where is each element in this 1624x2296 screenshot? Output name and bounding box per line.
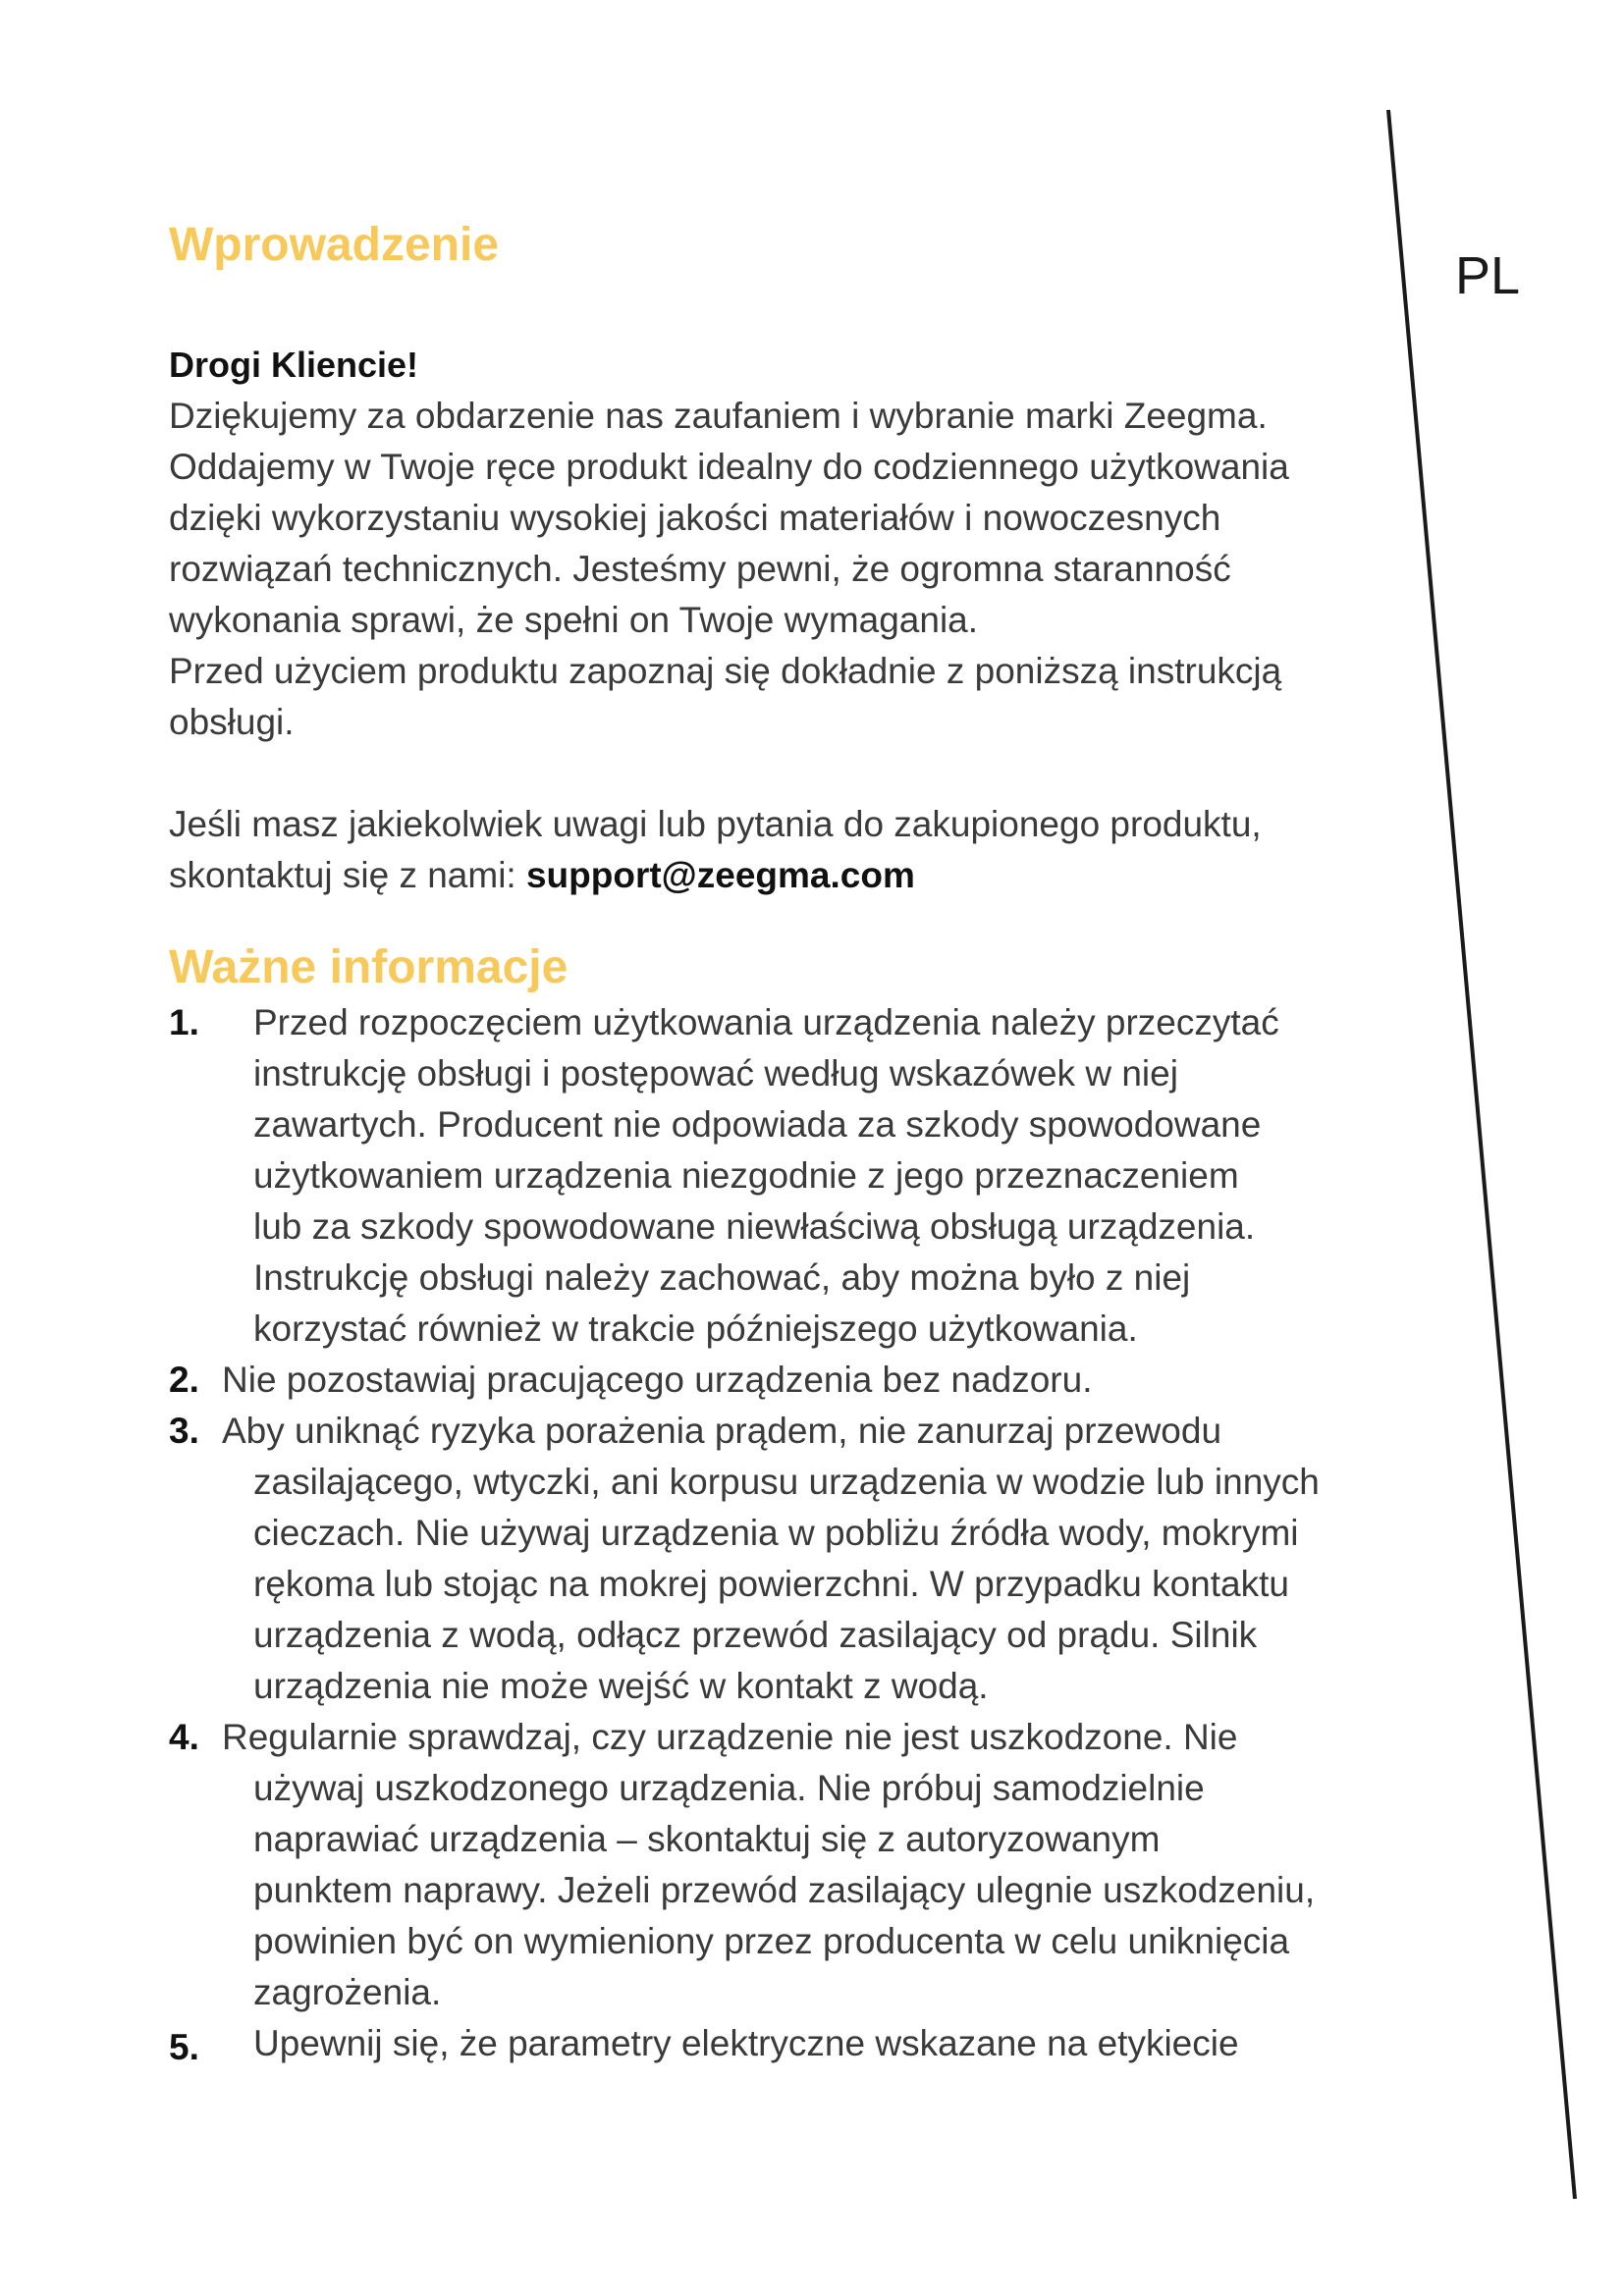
important-info-heading: Ważne informacje: [169, 941, 568, 993]
item-text: rękoma lub stojąc na mokrej powierzchni. W przypadku kontaktu: [253, 1564, 1289, 1604]
intro-line: dzięki wykorzystaniu wysokiej jakości materiałów i nowoczesnych: [169, 498, 1221, 538]
contact-line: Jeśli masz jakiekolwiek uwagi lub pytania do zakupionego produktu,: [169, 804, 1262, 844]
item-number: 2.: [169, 1360, 199, 1400]
intro-line: Oddajemy w Twoje ręce produkt idealny do codziennego użytkowania: [169, 447, 1289, 487]
intro-line: rozwiązań technicznych. Jesteśmy pewni, że ogromna staranność: [169, 549, 1231, 589]
contact-prefix: skontaktuj się z nami:: [169, 855, 526, 895]
greeting: Drogi Kliencie!: [169, 345, 419, 385]
intro-line: obsługi.: [169, 702, 295, 742]
item-text: Aby uniknąć ryzyka porażenia prądem, nie zanurzaj przewodu: [222, 1411, 1222, 1451]
main-content: [169, 216, 1386, 2069]
item-text: Regularnie sprawdzaj, czy urządzenie nie jest uszkodzone. Nie: [222, 1717, 1238, 1757]
item-text: cieczach. Nie używaj urządzenia w pobliżu źródła wody, mokrymi: [253, 1513, 1299, 1553]
intro-line: Dziękujemy za obdarzenie nas zaufaniem i wybranie marki Zeegma.: [169, 396, 1268, 436]
support-email-link[interactable]: support@zeegma.com: [525, 855, 915, 895]
contact-text: [169, 799, 1386, 901]
list-item: [169, 1355, 1386, 1406]
item-text: Instrukcję obsługi należy zachować, aby można było z niej: [253, 1257, 1191, 1298]
list-item: [169, 1712, 1386, 2018]
item-text: powinien być on wymieniony przez producenta w celu uniknięcia: [253, 1921, 1290, 1961]
item-text: użytkowaniem urządzenia niezgodnie z jego przeznaczeniem: [253, 1155, 1239, 1196]
item-number: 5.: [169, 2027, 199, 2067]
item-number: 3.: [169, 1411, 199, 1451]
list-item: [169, 1406, 1386, 1712]
intro-text: [169, 391, 1386, 748]
item-text: Upewnij się, że parametry elektryczne wskazane na etykiecie: [253, 2023, 1239, 2063]
item-number: 1.: [169, 1002, 199, 1042]
item-text: urządzenia z wodą, odłącz przewód zasilający od prądu. Silnik: [253, 1615, 1258, 1655]
intro-line: Przed użyciem produktu zapoznaj się dokładnie z poniższą instrukcją: [169, 651, 1282, 691]
list-item: [169, 997, 1386, 1355]
item-text: zasilającego, wtyczki, ani korpusu urządzenia w wodzie lub innych: [253, 1462, 1320, 1502]
item-text: lub za szkody spowodowane niewłaściwą obsługą urządzenia.: [253, 1206, 1256, 1247]
item-text: Przed rozpoczęciem użytkowania urządzenia należy przeczytać: [253, 1002, 1279, 1042]
item-text: Nie pozostawiaj pracującego urządzenia bez nadzoru.: [222, 1360, 1093, 1400]
item-text: korzystać również w trakcie późniejszego użytkowania.: [253, 1308, 1138, 1349]
contact-line: [169, 850, 1386, 901]
item-text: urządzenia nie może wejść w kontakt z wodą.: [253, 1666, 989, 1706]
item-text: punktem naprawy. Jeżeli przewód zasilający ulegnie uszkodzeniu,: [253, 1870, 1316, 1910]
item-text: instrukcję obsługi i postępować według wskazówek w niej: [253, 1053, 1178, 1094]
item-text: używaj uszkodzonego urządzenia. Nie próbuj samodzielnie: [253, 1768, 1205, 1808]
important-info-list: [169, 997, 1386, 2069]
language-label: PL: [1455, 246, 1521, 305]
intro-line: wykonania sprawi, że spełni on Twoje wymagania.: [169, 600, 979, 640]
list-item: [169, 2018, 1386, 2069]
item-number: 4.: [169, 1717, 199, 1757]
item-text: naprawiać urządzenia – skontaktuj się z autoryzowanym: [253, 1819, 1161, 1859]
item-text: zagrożenia.: [253, 1972, 442, 2012]
item-text: zawartych. Producent nie odpowiada za szkody spowodowane: [253, 1104, 1262, 1145]
divider-stroke: [1388, 110, 1575, 2199]
intro-heading: Wprowadzenie: [169, 219, 500, 271]
